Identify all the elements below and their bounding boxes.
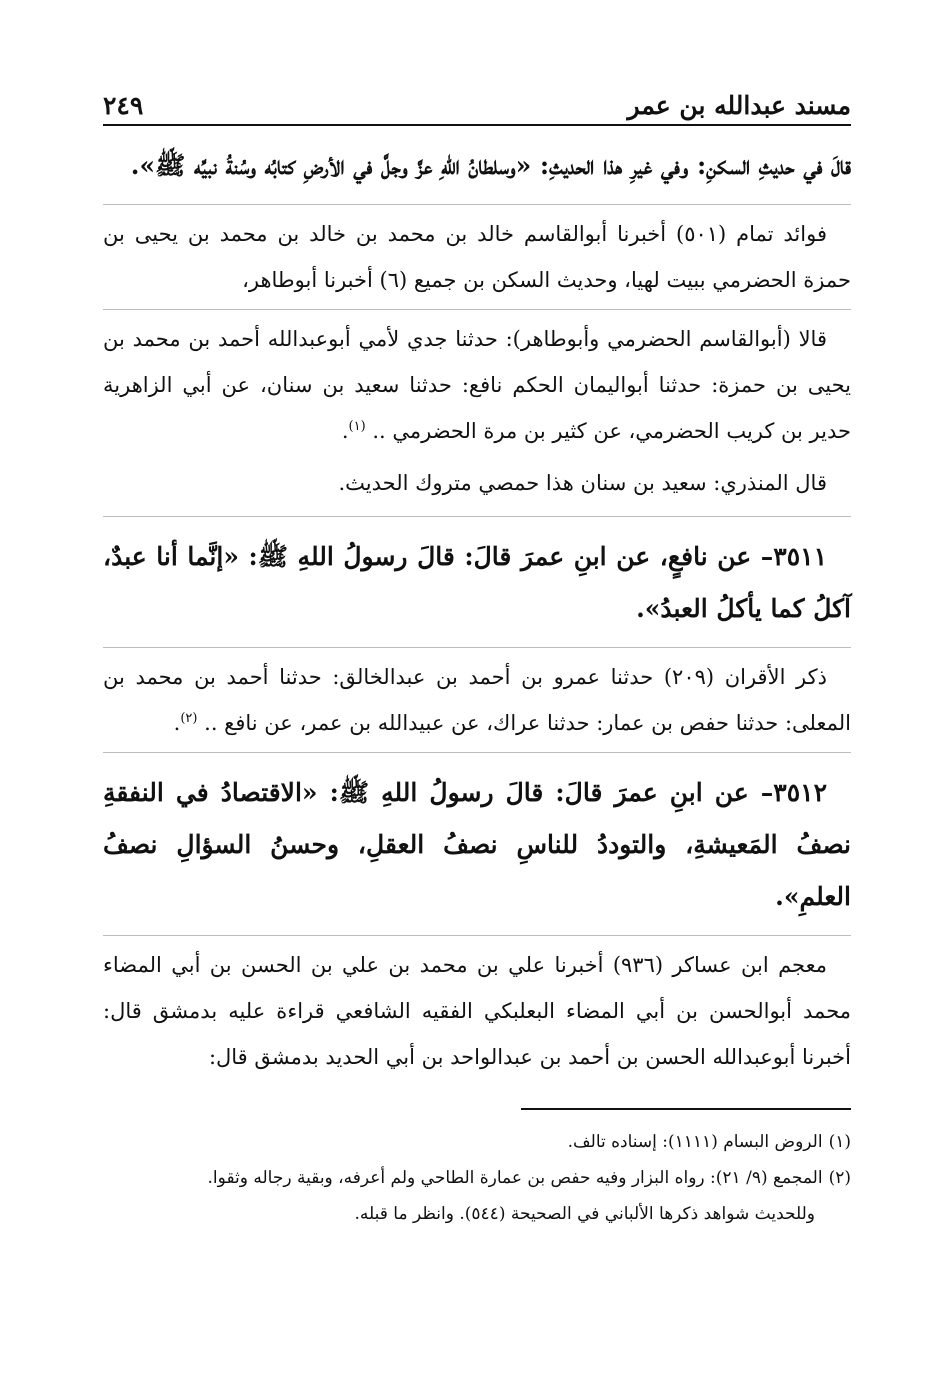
source-block-2-text: قالا (أبوالقاسم الحضرمي وأبوطاهر): حدثنا جدي لأمي أبوعبدالله أحمد بن محمد بن يحيى بن حمزة: حدثنا أبواليمان الحكم نافع: حدثنا سعيد بن سنان، عن أبي الزاهرية حدير بن كريب الحضرمي، عن كثير بن مرة الحضرمي .. — [103, 327, 851, 443]
book-page — [103, 86, 851, 1232]
source-block-1: فوائد تمام (٥٠١) أخبرنا أبوالقاسم خالد بن محمد بن خالد بن محمد بن يحيى بن حمزة الحضرمي ببيت لهيا، وحديث السكن بن جميع (٦) أخبرنا أبوطاهر، — [103, 204, 851, 309]
text-block-1: قالَ في حديثِ السكنِ: وفي غيرِ هذا الحديثِ: «وسلطانُ اللهِ عزَّ وجلَّ في الأرضِ كتابُه وسُنةُ نبيِّه ﷺ». — [130, 151, 851, 180]
footnote-2 — [103, 1160, 851, 1196]
running-title: مسند عبدالله بن عمر — [627, 91, 851, 120]
footnote-2-number: (٢) — [828, 1168, 851, 1188]
note-block: قال المنذري: سعيد بن سنان هذا حمصي متروك الحديث. — [338, 471, 827, 495]
source-block-2: قالا (أبوالقاسم الحضرمي وأبوطاهر): حدثنا جدي لأمي أبوعبدالله أحمد بن محمد بن يحيى بن حمزة: حدثنا أبواليمان الحكم نافع: حدثنا سعيد بن سنان، عن أبي الزاهرية حدير بن كريب الحضرمي، عن كثير بن مرة الحضرمي .. $^{(١)}$. — [103, 309, 851, 460]
footnote-separator — [521, 1108, 851, 1110]
footnote-2-text: المجمع (٩/ ٢١): رواه البزار وفيه حفص بن عمارة الطاحي ولم أعرفه، وبقية رجاله وثقوا. — [207, 1168, 823, 1188]
hadith-3512: ٣٥١٢– عن ابنِ عمرَ قالَ: قالَ رسولُ اللهِ ﷺ: «الاقتصادُ في النفقةِ نصفُ المَعيشةِ، والتوددُ للناسِ نصفُ العقلِ، وحسنُ السؤالِ نصفُ العلمِ». — [103, 752, 851, 935]
footnote-1-text: الروض البسام (١١١١): إسناده تالف. — [567, 1132, 823, 1152]
footnote-ref-2: (٢) — [180, 711, 198, 726]
running-header — [103, 86, 851, 126]
source-block-3-text: ذكر الأقران (٢٠٩) حدثنا عمرو بن أحمد بن عبدالخالق: حدثنا أحمد بن محمد بن المعلى: حدثنا حفص بن عمار: حدثنا عراك، عن عبيدالله بن عمر، عن نافع .. — [103, 665, 851, 735]
page-number: ٢٤٩ — [103, 91, 144, 120]
footnote-1 — [103, 1124, 851, 1160]
source-block-4: معجم ابن عساكر (٩٣٦) أخبرنا علي بن محمد بن علي بن الحسن بن أبي المضاء محمد أبوالحسن بن أبي المضاء البعلبكي الفقيه الشافعي قراءة عليه بدمشق قال: أخبرنا أبوعبدالله الحسن بن أحمد بن عبدالواحد بن أبي الحديد بدمشق قال: — [103, 935, 851, 1086]
footnote-1-number: (١) — [828, 1132, 851, 1152]
footnote-2-continuation: وللحديث شواهد ذكرها الألباني في الصحيحة (٥٤٤). وانظر ما قبله. — [354, 1204, 815, 1224]
hadith-3511: ٣٥١١– عن نافعٍ، عن ابنِ عمرَ قالَ: قالَ رسولُ اللهِ ﷺ: «إنَّما أنا عبدٌ، آكلُ كما يأكلُ العبدُ». — [103, 516, 851, 647]
footnote-ref-1: (١) — [348, 419, 366, 434]
source-block-3: ذكر الأقران (٢٠٩) حدثنا عمرو بن أحمد بن عبدالخالق: حدثنا أحمد بن محمد بن المعلى: حدثنا حفص بن عمار: حدثنا عراك، عن عبيدالله بن عمر، عن نافع .. $^{(٢)}$. — [103, 647, 851, 752]
